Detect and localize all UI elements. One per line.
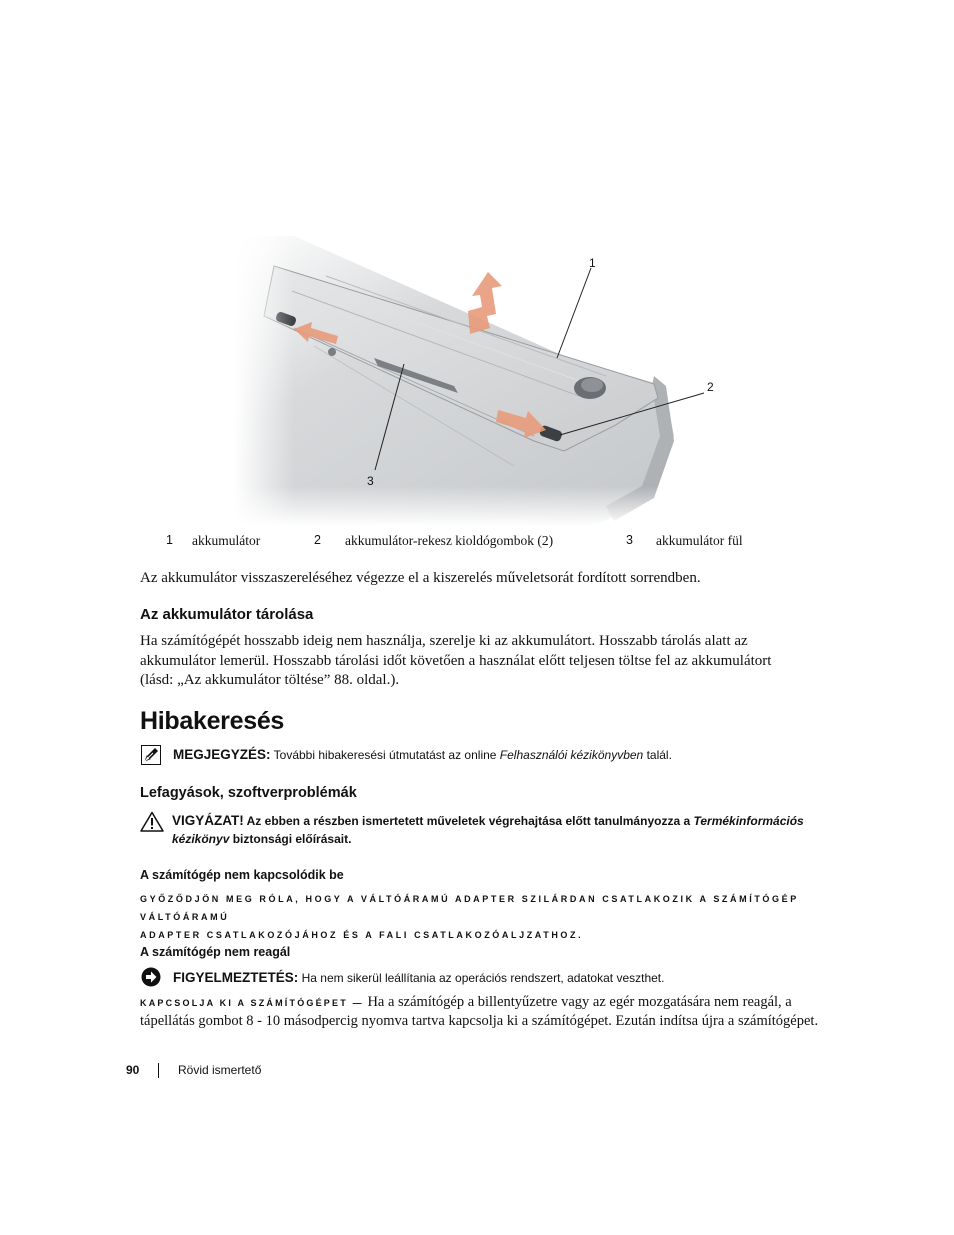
note-icon bbox=[141, 745, 161, 765]
storage-line: Ha számítógépét hosszabb ideig nem használja, szerelje ki az akkumulátort. Hosszabb tárolás alatt az bbox=[140, 633, 748, 649]
legend-num-3: 3 bbox=[626, 533, 633, 547]
note-body-end: talál. bbox=[646, 748, 672, 762]
note-emphasis: Felhasználói kézikönyvben bbox=[499, 748, 644, 762]
no-response-line: Ha a számítógép a billentyűzetre vagy az egér mozgatására nem reagál, a bbox=[367, 994, 792, 1010]
battery-removal-illustration bbox=[234, 236, 724, 526]
no-response-line: tápellátás gombot 8 - 10 másodpercig nyomva tartva kapcsolja ki a számítógépet. Ezután indítsa újra a számítógépet. bbox=[140, 1013, 819, 1029]
storage-line: (lásd: „Az akkumulátor töltése” 88. oldal.). bbox=[140, 672, 400, 688]
freeze-heading: Lefagyások, szoftverproblémák bbox=[140, 785, 357, 801]
storage-heading: Az akkumulátor tárolása bbox=[140, 606, 314, 623]
legend-label-1: akkumulátor bbox=[192, 533, 261, 548]
footer-section-title: Rövid ismertető bbox=[178, 1063, 262, 1077]
power-off-lead: KAPCSOLJA KI A SZÁMÍTÓGÉPET — bbox=[140, 998, 364, 1008]
storage-line: akkumulátor lemerül. Hosszabb tárolási időt követően a használat előtt teljesen töltse fel az akkumulátort bbox=[140, 652, 772, 669]
notice-icon bbox=[141, 967, 161, 987]
notice-text bbox=[173, 969, 843, 987]
legend-num-2: 2 bbox=[314, 533, 321, 547]
page-number: 90 bbox=[126, 1063, 140, 1077]
page-title: Hibakeresés bbox=[140, 707, 285, 735]
no-start-line: GYŐZŐDJÖN MEG RÓLA, HOGY A VÁLTÓÁRAMÚ ADAPTER SZILÁRDAN CSATLAKOZIK A SZÁMÍTÓGÉP VÁLTÓÁRAMÚ bbox=[140, 894, 799, 922]
no-response-heading: A számítógép nem reagál bbox=[140, 945, 291, 959]
legend-label-3: akkumulátor fül bbox=[656, 533, 743, 548]
no-start-line: ADAPTER CSATLAKOZÓJÁHOZ ÉS A FALI CSATLAKOZÓALJZATHOZ. bbox=[140, 930, 584, 940]
caution-label: VIGYÁZAT! bbox=[172, 813, 244, 828]
caution-body: Az ebben a részben ismertetett műveletek végrehajtása előtt tanulmányozza a bbox=[246, 814, 691, 828]
notice-label: FIGYELMEZTETÉS: bbox=[173, 970, 299, 985]
note-body: További hibakeresési útmutatást az online bbox=[273, 748, 497, 762]
callout-1: 1 bbox=[589, 256, 596, 270]
note-label: MEGJEGYZÉS: bbox=[173, 747, 271, 762]
note-text bbox=[173, 746, 843, 764]
legend-label-2: akkumulátor-rekesz kioldógombok (2) bbox=[345, 533, 554, 548]
storage-paragraph bbox=[140, 632, 840, 691]
caution-body-end: biztonsági előírásait. bbox=[232, 832, 352, 846]
callout-2: 2 bbox=[707, 380, 714, 394]
legend-num-1: 1 bbox=[166, 533, 173, 547]
footer-divider bbox=[158, 1063, 159, 1078]
no-start-instructions bbox=[140, 890, 840, 944]
no-response-paragraph bbox=[140, 993, 840, 1031]
caution-icon bbox=[140, 811, 164, 832]
caution-emphasis: kézikönyv bbox=[172, 832, 230, 846]
caution-text bbox=[172, 812, 832, 848]
notice-body: Ha nem sikerül leállítania az operációs rendszert, adatokat veszthet. bbox=[301, 971, 665, 985]
no-start-heading: A számítógép nem kapcsolódik be bbox=[140, 868, 344, 882]
callout-3: 3 bbox=[367, 474, 374, 488]
replace-instructions: Az akkumulátor visszaszereléséhez végezze el a kiszerelés műveletsorát fordított sorrendben. bbox=[140, 570, 701, 586]
caution-emphasis: Termékinformációs bbox=[693, 814, 804, 828]
